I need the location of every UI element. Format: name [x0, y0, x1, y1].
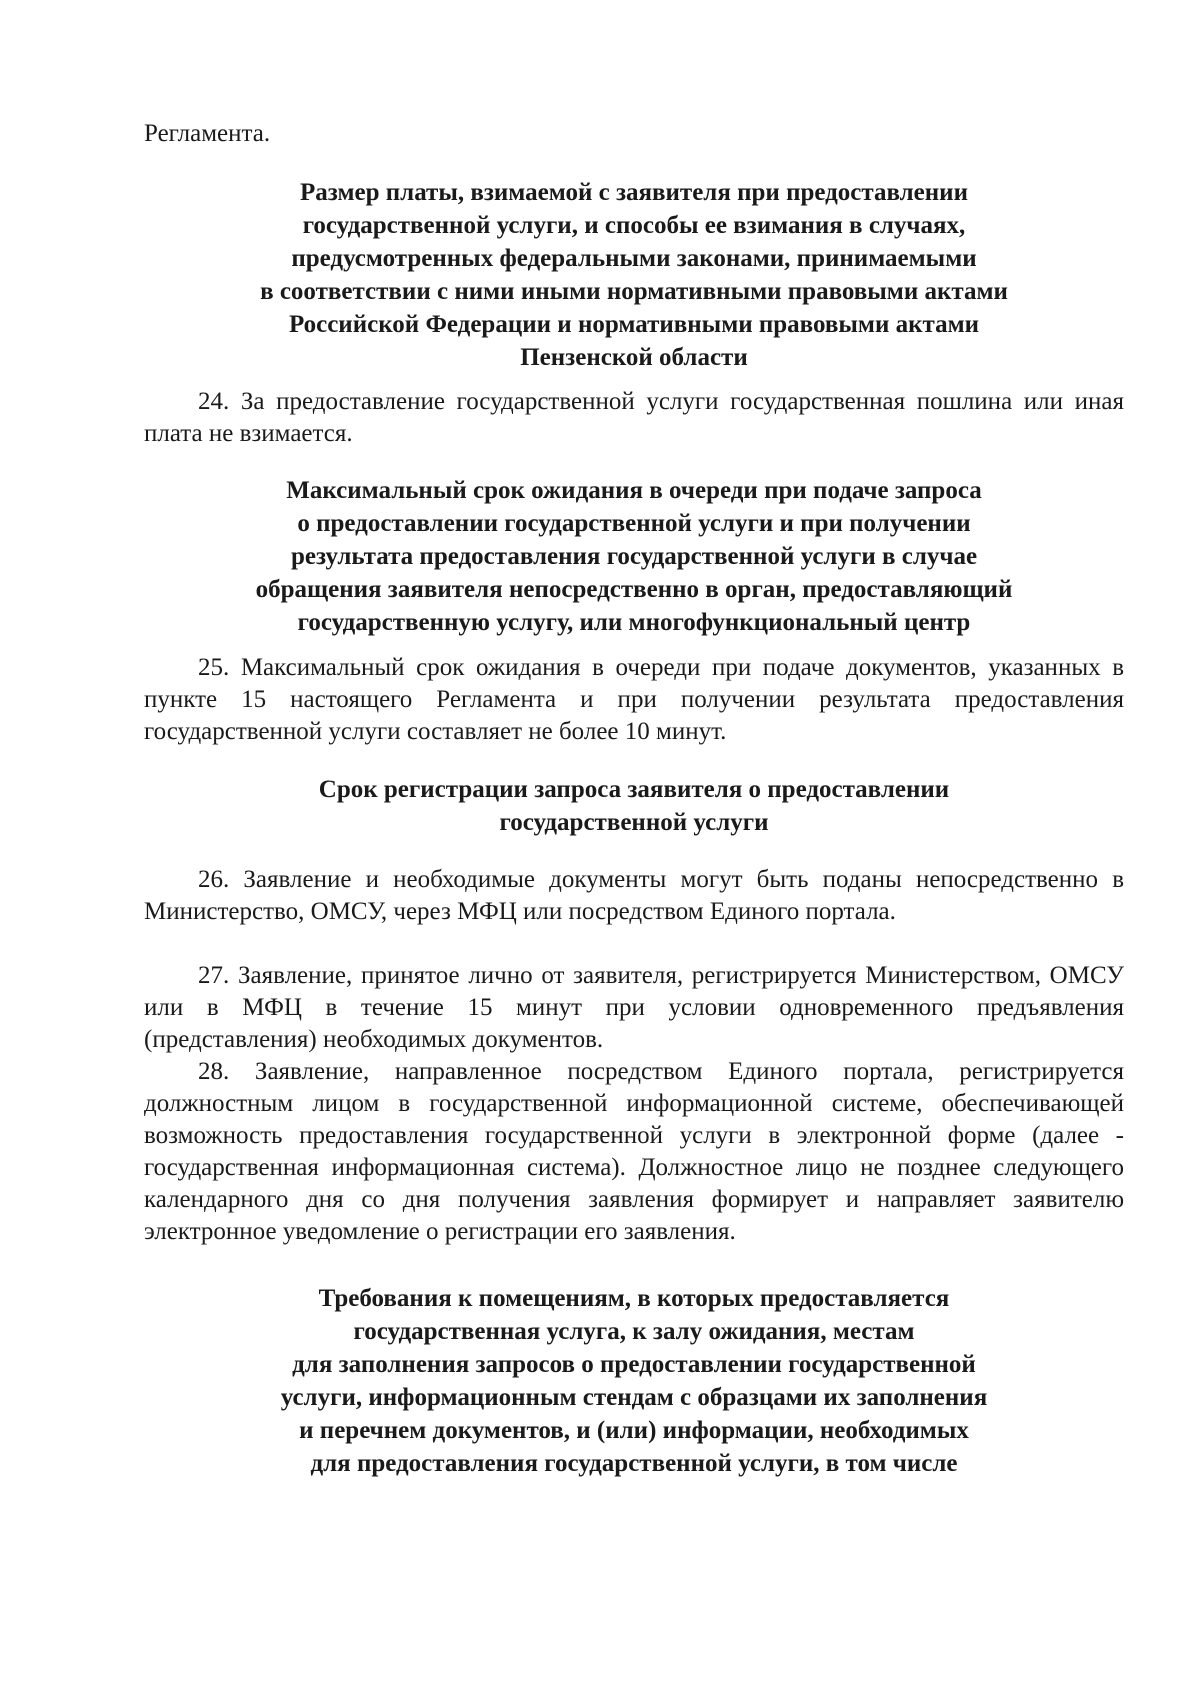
heading-line: результата предоставления государственной услуги в случае: [290, 543, 978, 570]
section-heading-fee: [144, 176, 1124, 374]
heading-line: предусмотренных федеральными законами, принимаемыми: [291, 245, 977, 272]
heading-line: в соответствии с ними иными нормативными правовыми актами: [260, 278, 1008, 305]
paragraph-27: 27. Заявление, принятое лично от заявителя, регистрируется Министерством, ОМСУ или в МФЦ в течение 15 минут при условии одновременного предъявления (представления) необходимых документов.: [144, 962, 1124, 1053]
heading-line: Максимальный срок ожидания в очереди при подаче запроса: [286, 477, 982, 504]
section-heading-registration: [144, 773, 1124, 839]
section-heading-premises: [144, 1282, 1124, 1480]
heading-line: Требования к помещениям, в которых предоставляется: [318, 1285, 950, 1312]
heading-line: государственной услуги: [499, 809, 769, 836]
heading-line: государственную услугу, или многофункциональный центр: [297, 609, 971, 636]
heading-line: Пензенской области: [520, 344, 748, 371]
section-heading-wait-time: [144, 474, 1124, 639]
heading-line: и перечнем документов, и (или) информации, необходимых: [299, 1417, 969, 1444]
intro-text: Регламента.: [144, 120, 271, 147]
heading-line: государственной услуги, и способы ее взимания в случаях,: [302, 212, 966, 239]
heading-line: услуги, информационным стендам с образцами их заполнения: [280, 1384, 988, 1411]
heading-line: для заполнения запросов о предоставлении государственной: [292, 1351, 976, 1378]
heading-line: для предоставления государственной услуги, в том числе: [310, 1450, 958, 1477]
paragraph-28: 28. Заявление, направленное посредством Единого портала, регистрируется должностным лицом в государственной информационной системе, обеспечивающей возможность предоставления государственной услуги в электронной форме (далее - государственная информационная система). Должностное лицо не позднее следующего календарного дня со дня получения заявления формирует и направляет заявителю электронное уведомление о регистрации его заявления.: [144, 1058, 1124, 1245]
heading-line: Срок регистрации запроса заявителя о предоставлении: [318, 776, 950, 803]
paragraph-26: 26. Заявление и необходимые документы могут быть поданы непосредственно в Министерство, ОМСУ, через МФЦ или посредством Единого портала.: [144, 866, 1124, 925]
paragraph-25: 25. Максимальный срок ожидания в очереди при подаче документов, указанных в пункте 15 настоящего Регламента и при получении результата предоставления государственной услуги составляет не более 10 минут.: [144, 654, 1124, 745]
heading-line: государственная услуга, к залу ожидания, местам: [353, 1318, 915, 1345]
paragraph-24: 24. За предоставление государственной услуги государственная пошлина или иная плата не взимается.: [144, 388, 1124, 447]
heading-line: обращения заявителя непосредственно в орган, предоставляющий: [255, 576, 1013, 603]
heading-line: Российской Федерации и нормативными правовыми актами: [288, 311, 980, 338]
heading-line: Размер платы, взимаемой с заявителя при предоставлении: [300, 179, 968, 206]
heading-line: о предоставлении государственной услуги и при получении: [297, 510, 971, 537]
